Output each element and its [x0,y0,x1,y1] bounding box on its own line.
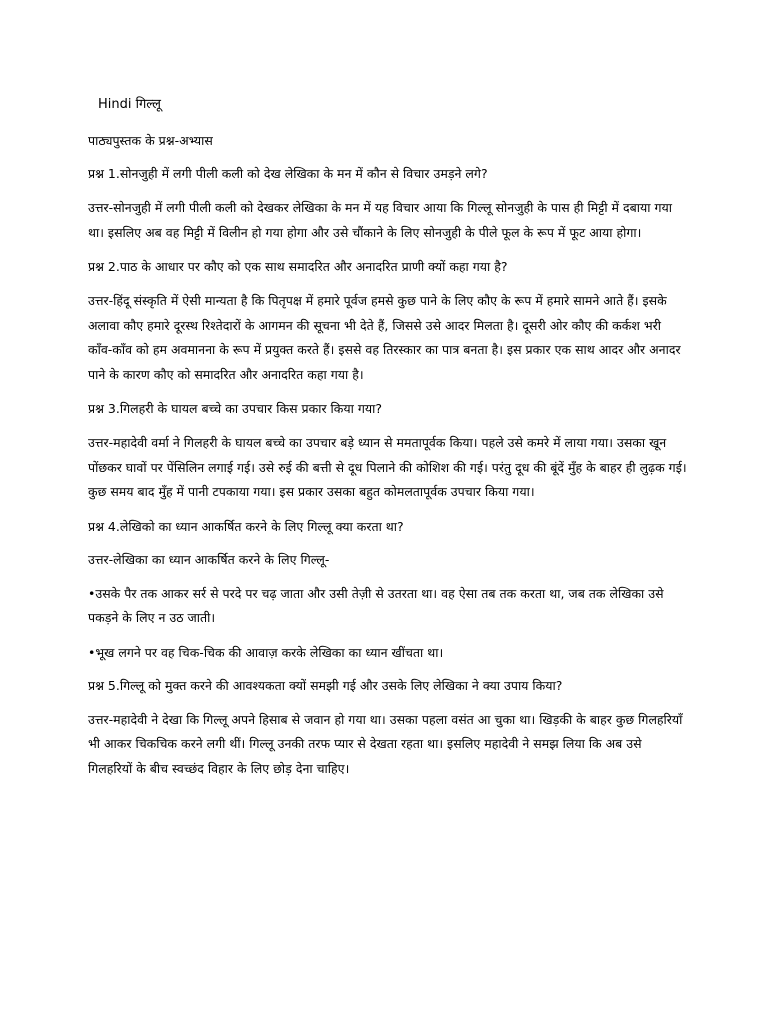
answer-2: उत्तर-हिंदू संस्कृति में ऐसी मान्यता है कि पितृपक्ष में हमारे पूर्वज हमसे कुछ पाने के लिए कौए के रूप में हमारे सामने आते हैं। इसके अलावा कौए हमारे दूरस्थ रिश्तेदारों के आगमन की सूचना भी देते हैं, जिससे उसे आदर मिलता है। दूसरी ओर कौए की कर्कश भरी काँव-काँव को हम अवमानना के रूप में प्रयुक्त करते हैं। इससे वह तिरस्कार का पात्र बनता है। इस प्रकार एक साथ आदर और अनादर पाने के कारण कौए को समादरित और अनादरित कहा गया है। [88,293,681,382]
question-1: प्रश्न 1.सोनजुही में लगी पीली कली को देख लेखिका के मन में कौन से विचार उमड़ने लगे? [88,166,488,181]
answer-4-point-2: •भूख लगने पर वह चिक-चिक की आवाज़ करके लेखिका का ध्यान खींचता था। [88,644,444,660]
question-2: प्रश्न 2.पाठ के आधार पर कौए को एक साथ समादरित और अनादरित प्राणी क्यों कहा गया है? [88,259,508,274]
answer-3: उत्तर-महादेवी वर्मा ने गिलहरी के घायल बच्चे का उपचार बड़े ध्यान से ममतापूर्वक किया। पहले उसे कमरे में लाया गया। उसका खून पोंछकर घावों पर पेंसिलिन लगाई गई। उसे रुई की बत्ती से दूध पिलाने की कोशिश की गई। परंतु दूध की बूंदें मुँह के बाहर ही लुढ़क गई। कुछ समय बाद मुँह में पानी टपकाया गया। इस प्रकार उसका बहुत कोमलतापूर्वक उपचार किया गया। [88,435,687,499]
answer-4-point-1: •उसके पैर तक आकर सर्र से परदे पर चढ़ जाता और उसी तेज़ी से उतरता था। वह ऐसा तब तक करता था, जब तक लेखिका उसे पकड़ने के लिए न उठ जाती। [88,585,664,625]
answer-1: उत्तर-सोनजुही में लगी पीली कली को देखकर लेखिका के मन में यह विचार आया कि गिल्लू सोनजुही के पास ही मिट्टी में दबाया गया था। इसलिए अब वह मिट्टी में विलीन हो गया होगा और उसे चौंकाने के लिए सोनजुही के पीले फूल के रूप में फूट आया होगा। [88,200,672,240]
question-3: प्रश्न 3.गिलहरी के घायल बच्चे का उपचार किस प्रकार किया गया? [88,401,382,416]
question-4: प्रश्न 4.लेखिको का ध्यान आकर्षित करने के लिए गिल्लू क्या करता था? [88,518,404,534]
answer-5: उत्तर-महादेवी ने देखा कि गिल्लू अपने हिसाब से जवान हो गया था। उसका पहला वसंत आ चुका था। खिड़की के बाहर कुछ गिलहरियाँ भी आकर चिकचिक करने लगी थीं। गिल्लू उनकी तरफ प्यार से देखता रहता था। इसलिए महादेवी ने समझ लिया कि अब उसे गिलहरियों के बीच स्वच्छंद विहार के लिए छोड़ देना चाहिए। [88,711,683,776]
question-5: प्रश्न 5.गिल्लू को मुक्त करने की आवश्यकता क्यों समझी गई और उसके लिए लेखिका ने क्या उपाय किया? [88,677,563,693]
answer-4-intro: उत्तर-लेखिका का ध्यान आकर्षित करने के लिए गिल्लू- [88,551,330,567]
document-title: Hindi गिल्लू [98,97,161,112]
document-subtitle: पाठ्यपुस्तक के प्रश्न-अभ्यास [88,133,213,148]
